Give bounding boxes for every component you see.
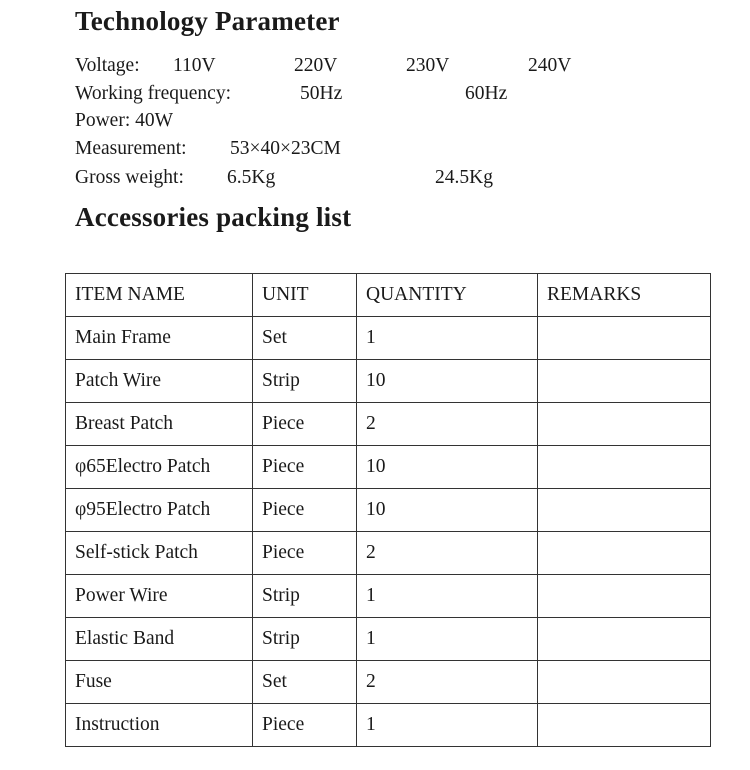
table-row	[66, 360, 711, 403]
item-name-cell: Breast Patch	[66, 403, 253, 446]
quantity-cell: 1	[357, 618, 538, 661]
item-name-cell: Elastic Band	[66, 618, 253, 661]
gross-weight-line	[75, 167, 735, 193]
remarks-cell	[538, 360, 711, 403]
gross-weight-value: 24.5Kg	[435, 167, 493, 188]
unit-cell: Set	[253, 661, 357, 704]
remarks-cell	[538, 317, 711, 360]
unit-cell: Piece	[253, 489, 357, 532]
table-row	[66, 704, 711, 747]
item-name-cell: Fuse	[66, 661, 253, 704]
quantity-cell: 1	[357, 317, 538, 360]
item-name-cell: Power Wire	[66, 575, 253, 618]
power-text: Power: 40W	[75, 110, 174, 131]
quantity-cell: 2	[357, 403, 538, 446]
remarks-cell	[538, 704, 711, 747]
unit-cell: Piece	[253, 403, 357, 446]
technology-parameter-heading: Technology Parameter	[75, 6, 340, 36]
table-row	[66, 575, 711, 618]
gross-weight-label: Gross weight:	[75, 167, 184, 188]
measurement-line	[75, 138, 735, 164]
accessories-table	[65, 273, 711, 747]
column-header-unit: UNIT	[253, 274, 357, 317]
item-name-cell: Main Frame	[66, 317, 253, 360]
quantity-cell: 10	[357, 360, 538, 403]
voltage-value: 220V	[294, 55, 338, 76]
quantity-cell: 10	[357, 446, 538, 489]
accessories-packing-list-heading: Accessories packing list	[75, 202, 352, 232]
remarks-cell	[538, 661, 711, 704]
voltage-value: 240V	[528, 55, 572, 76]
frequency-label: Working frequency:	[75, 83, 231, 104]
item-name-cell: Patch Wire	[66, 360, 253, 403]
item-name-cell: Self-stick Patch	[66, 532, 253, 575]
quantity-cell: 1	[357, 575, 538, 618]
table-row	[66, 618, 711, 661]
unit-cell: Strip	[253, 575, 357, 618]
remarks-cell	[538, 489, 711, 532]
gross-weight-value: 6.5Kg	[227, 167, 276, 188]
unit-cell: Strip	[253, 360, 357, 403]
item-name-cell: φ65Electro Patch	[66, 446, 253, 489]
table-row	[66, 317, 711, 360]
table-row	[66, 403, 711, 446]
voltage-line	[75, 55, 735, 81]
frequency-value: 60Hz	[465, 83, 508, 104]
quantity-cell: 1	[357, 704, 538, 747]
power-line	[75, 110, 735, 136]
table-row	[66, 446, 711, 489]
table-row	[66, 532, 711, 575]
frequency-value: 50Hz	[300, 83, 343, 104]
frequency-line	[75, 83, 735, 109]
column-header-item-name: ITEM NAME	[66, 274, 253, 317]
remarks-cell	[538, 618, 711, 661]
voltage-value: 230V	[406, 55, 450, 76]
remarks-cell	[538, 403, 711, 446]
unit-cell: Piece	[253, 532, 357, 575]
measurement-value: 53×40×23CM	[230, 138, 341, 159]
quantity-cell: 10	[357, 489, 538, 532]
remarks-cell	[538, 446, 711, 489]
column-header-quantity: QUANTITY	[357, 274, 538, 317]
column-header-remarks: REMARKS	[538, 274, 711, 317]
remarks-cell	[538, 532, 711, 575]
item-name-cell: Instruction	[66, 704, 253, 747]
unit-cell: Piece	[253, 704, 357, 747]
voltage-label: Voltage:	[75, 55, 140, 76]
table-row	[66, 661, 711, 704]
unit-cell: Set	[253, 317, 357, 360]
unit-cell: Strip	[253, 618, 357, 661]
table-row	[66, 489, 711, 532]
item-name-cell: φ95Electro Patch	[66, 489, 253, 532]
voltage-value: 110V	[173, 55, 216, 76]
unit-cell: Piece	[253, 446, 357, 489]
quantity-cell: 2	[357, 661, 538, 704]
table-header-row	[66, 274, 711, 317]
measurement-label: Measurement:	[75, 138, 187, 159]
quantity-cell: 2	[357, 532, 538, 575]
remarks-cell	[538, 575, 711, 618]
